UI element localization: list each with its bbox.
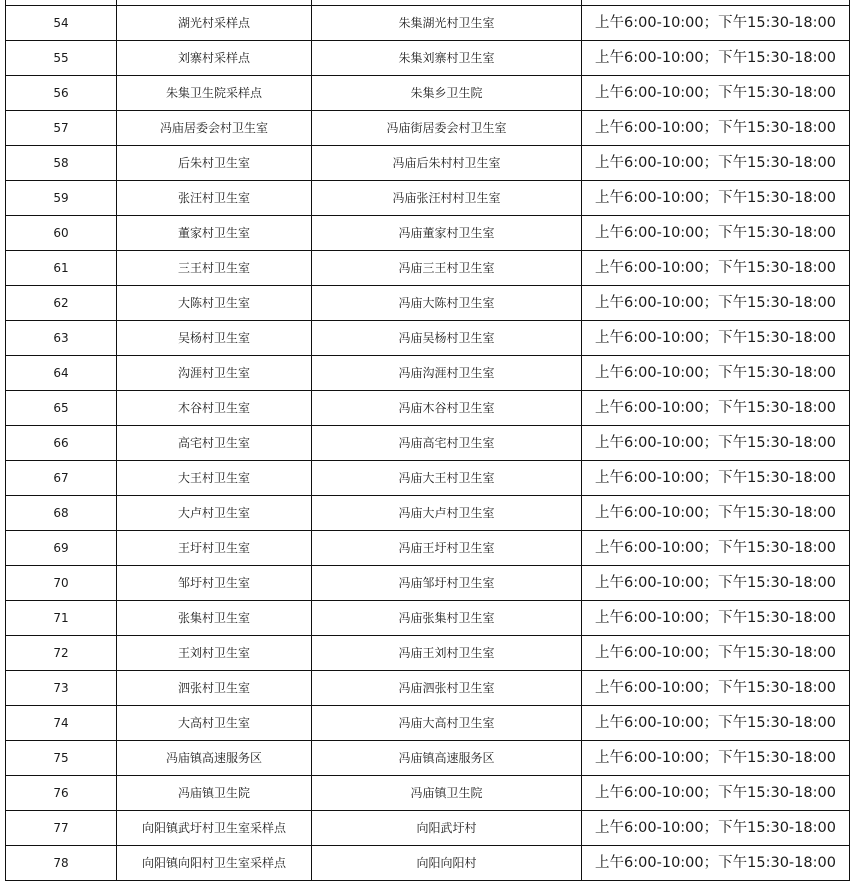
site-name-cell: 大高村卫生室	[117, 706, 312, 741]
row-number-cell: 65	[6, 391, 117, 426]
table-row	[6, 531, 850, 566]
location-cell: 冯庙后朱村村卫生室	[312, 146, 582, 181]
hours-cell: 上午6:00-10:00；下午15:30-18:00	[582, 321, 850, 356]
site-name-cell: 张集村卫生室	[117, 601, 312, 636]
site-name-cell: 大陈村卫生室	[117, 286, 312, 321]
location-cell: 冯庙街居委会村卫生室	[312, 111, 582, 146]
hours-cell: 上午6:00-10:00；下午15:30-18:00	[582, 846, 850, 881]
table-row	[6, 706, 850, 741]
location-cell: 冯庙邹圩村卫生室	[312, 566, 582, 601]
site-name-cell: 刘寨村采样点	[117, 41, 312, 76]
site-name-cell: 冯庙镇高速服务区	[117, 741, 312, 776]
table-row	[6, 356, 850, 391]
hours-cell: 上午6:00-10:00；下午15:30-18:00	[582, 461, 850, 496]
location-cell: 冯庙王圩村卫生室	[312, 531, 582, 566]
hours-cell: 上午6:00-10:00；下午15:30-18:00	[582, 356, 850, 391]
table-row	[6, 496, 850, 531]
row-number-cell: 63	[6, 321, 117, 356]
location-cell: 向阳武圩村	[312, 811, 582, 846]
hours-cell: 上午6:00-10:00；下午15:30-18:00	[582, 566, 850, 601]
row-number-cell: 69	[6, 531, 117, 566]
site-name-cell: 王圩村卫生室	[117, 531, 312, 566]
row-number-cell: 64	[6, 356, 117, 391]
row-number-cell: 71	[6, 601, 117, 636]
row-number-cell: 55	[6, 41, 117, 76]
site-name-cell: 沟涯村卫生室	[117, 356, 312, 391]
site-name-cell: 朱集卫生院采样点	[117, 76, 312, 111]
location-cell: 冯庙大王村卫生室	[312, 461, 582, 496]
hours-cell: 上午6:00-10:00；下午15:30-18:00	[582, 41, 850, 76]
table-row	[6, 811, 850, 846]
row-number-cell: 57	[6, 111, 117, 146]
table-row	[6, 601, 850, 636]
location-cell: 冯庙大卢村卫生室	[312, 496, 582, 531]
table-row	[6, 286, 850, 321]
hours-cell: 上午6:00-10:00；下午15:30-18:00	[582, 216, 850, 251]
location-cell: 冯庙木谷村卫生室	[312, 391, 582, 426]
hours-cell: 上午6:00-10:00；下午15:30-18:00	[582, 391, 850, 426]
site-name-cell: 冯庙居委会村卫生室	[117, 111, 312, 146]
table-row	[6, 76, 850, 111]
site-name-cell: 大卢村卫生室	[117, 496, 312, 531]
row-number-cell: 60	[6, 216, 117, 251]
hours-cell: 上午6:00-10:00；下午15:30-18:00	[582, 111, 850, 146]
hours-cell: 上午6:00-10:00；下午15:30-18:00	[582, 776, 850, 811]
hours-cell: 上午6:00-10:00；下午15:30-18:00	[582, 496, 850, 531]
row-number-cell: 78	[6, 846, 117, 881]
location-cell: 冯庙大陈村卫生室	[312, 286, 582, 321]
sampling-site-table	[5, 0, 850, 881]
hours-cell: 上午6:00-10:00；下午15:30-18:00	[582, 741, 850, 776]
table-row	[6, 6, 850, 41]
table-row	[6, 741, 850, 776]
site-name-cell: 王刘村卫生室	[117, 636, 312, 671]
row-number-cell: 73	[6, 671, 117, 706]
site-name-cell: 三王村卫生室	[117, 251, 312, 286]
site-name-cell: 湖光村采样点	[117, 6, 312, 41]
row-number-cell: 68	[6, 496, 117, 531]
location-cell: 朱集刘寨村卫生室	[312, 41, 582, 76]
table-row	[6, 41, 850, 76]
row-number-cell: 54	[6, 6, 117, 41]
location-cell: 冯庙大高村卫生室	[312, 706, 582, 741]
table-row	[6, 111, 850, 146]
site-name-cell: 高宅村卫生室	[117, 426, 312, 461]
table-row	[6, 426, 850, 461]
site-name-cell: 向阳镇向阳村卫生室采样点	[117, 846, 312, 881]
table-row	[6, 251, 850, 286]
location-cell: 冯庙王刘村卫生室	[312, 636, 582, 671]
hours-cell: 上午6:00-10:00；下午15:30-18:00	[582, 76, 850, 111]
row-number-cell: 75	[6, 741, 117, 776]
location-cell: 冯庙三王村卫生室	[312, 251, 582, 286]
row-number-cell: 70	[6, 566, 117, 601]
table-row	[6, 146, 850, 181]
site-name-cell: 后朱村卫生室	[117, 146, 312, 181]
site-name-cell: 泗张村卫生室	[117, 671, 312, 706]
table-row	[6, 671, 850, 706]
hours-cell: 上午6:00-10:00；下午15:30-18:00	[582, 706, 850, 741]
row-number-cell: 66	[6, 426, 117, 461]
site-name-cell: 邹圩村卫生室	[117, 566, 312, 601]
location-cell: 冯庙吴杨村卫生室	[312, 321, 582, 356]
location-cell: 冯庙张集村卫生室	[312, 601, 582, 636]
row-number-cell: 77	[6, 811, 117, 846]
table-row	[6, 391, 850, 426]
row-number-cell: 56	[6, 76, 117, 111]
hours-cell: 上午6:00-10:00；下午15:30-18:00	[582, 531, 850, 566]
hours-cell: 上午6:00-10:00；下午15:30-18:00	[582, 811, 850, 846]
row-number-cell: 76	[6, 776, 117, 811]
location-cell: 冯庙高宅村卫生室	[312, 426, 582, 461]
site-name-cell: 吴杨村卫生室	[117, 321, 312, 356]
site-name-cell: 大王村卫生室	[117, 461, 312, 496]
location-cell: 冯庙张汪村村卫生室	[312, 181, 582, 216]
hours-cell: 上午6:00-10:00；下午15:30-18:00	[582, 251, 850, 286]
hours-cell: 上午6:00-10:00；下午15:30-18:00	[582, 636, 850, 671]
table-row	[6, 181, 850, 216]
hours-cell: 上午6:00-10:00；下午15:30-18:00	[582, 146, 850, 181]
table-row	[6, 846, 850, 881]
hours-cell: 上午6:00-10:00；下午15:30-18:00	[582, 601, 850, 636]
hours-cell: 上午6:00-10:00；下午15:30-18:00	[582, 426, 850, 461]
row-number-cell: 58	[6, 146, 117, 181]
site-name-cell: 张汪村卫生室	[117, 181, 312, 216]
table-row	[6, 216, 850, 251]
table-row	[6, 321, 850, 356]
location-cell: 朱集湖光村卫生室	[312, 6, 582, 41]
location-cell: 向阳向阳村	[312, 846, 582, 881]
table-row	[6, 566, 850, 601]
site-name-cell: 董家村卫生室	[117, 216, 312, 251]
hours-cell: 上午6:00-10:00；下午15:30-18:00	[582, 286, 850, 321]
row-number-cell: 67	[6, 461, 117, 496]
site-name-cell: 向阳镇武圩村卫生室采样点	[117, 811, 312, 846]
row-number-cell: 72	[6, 636, 117, 671]
hours-cell: 上午6:00-10:00；下午15:30-18:00	[582, 181, 850, 216]
location-cell: 冯庙沟涯村卫生室	[312, 356, 582, 391]
site-name-cell: 木谷村卫生室	[117, 391, 312, 426]
row-number-cell: 61	[6, 251, 117, 286]
location-cell: 朱集乡卫生院	[312, 76, 582, 111]
row-number-cell: 74	[6, 706, 117, 741]
location-cell: 冯庙镇高速服务区	[312, 741, 582, 776]
hours-cell: 上午6:00-10:00；下午15:30-18:00	[582, 671, 850, 706]
table-row	[6, 776, 850, 811]
hours-cell: 上午6:00-10:00；下午15:30-18:00	[582, 6, 850, 41]
table-row	[6, 461, 850, 496]
table-row	[6, 636, 850, 671]
location-cell: 冯庙镇卫生院	[312, 776, 582, 811]
row-number-cell: 62	[6, 286, 117, 321]
row-number-cell: 59	[6, 181, 117, 216]
location-cell: 冯庙泗张村卫生室	[312, 671, 582, 706]
location-cell: 冯庙董家村卫生室	[312, 216, 582, 251]
site-name-cell: 冯庙镇卫生院	[117, 776, 312, 811]
